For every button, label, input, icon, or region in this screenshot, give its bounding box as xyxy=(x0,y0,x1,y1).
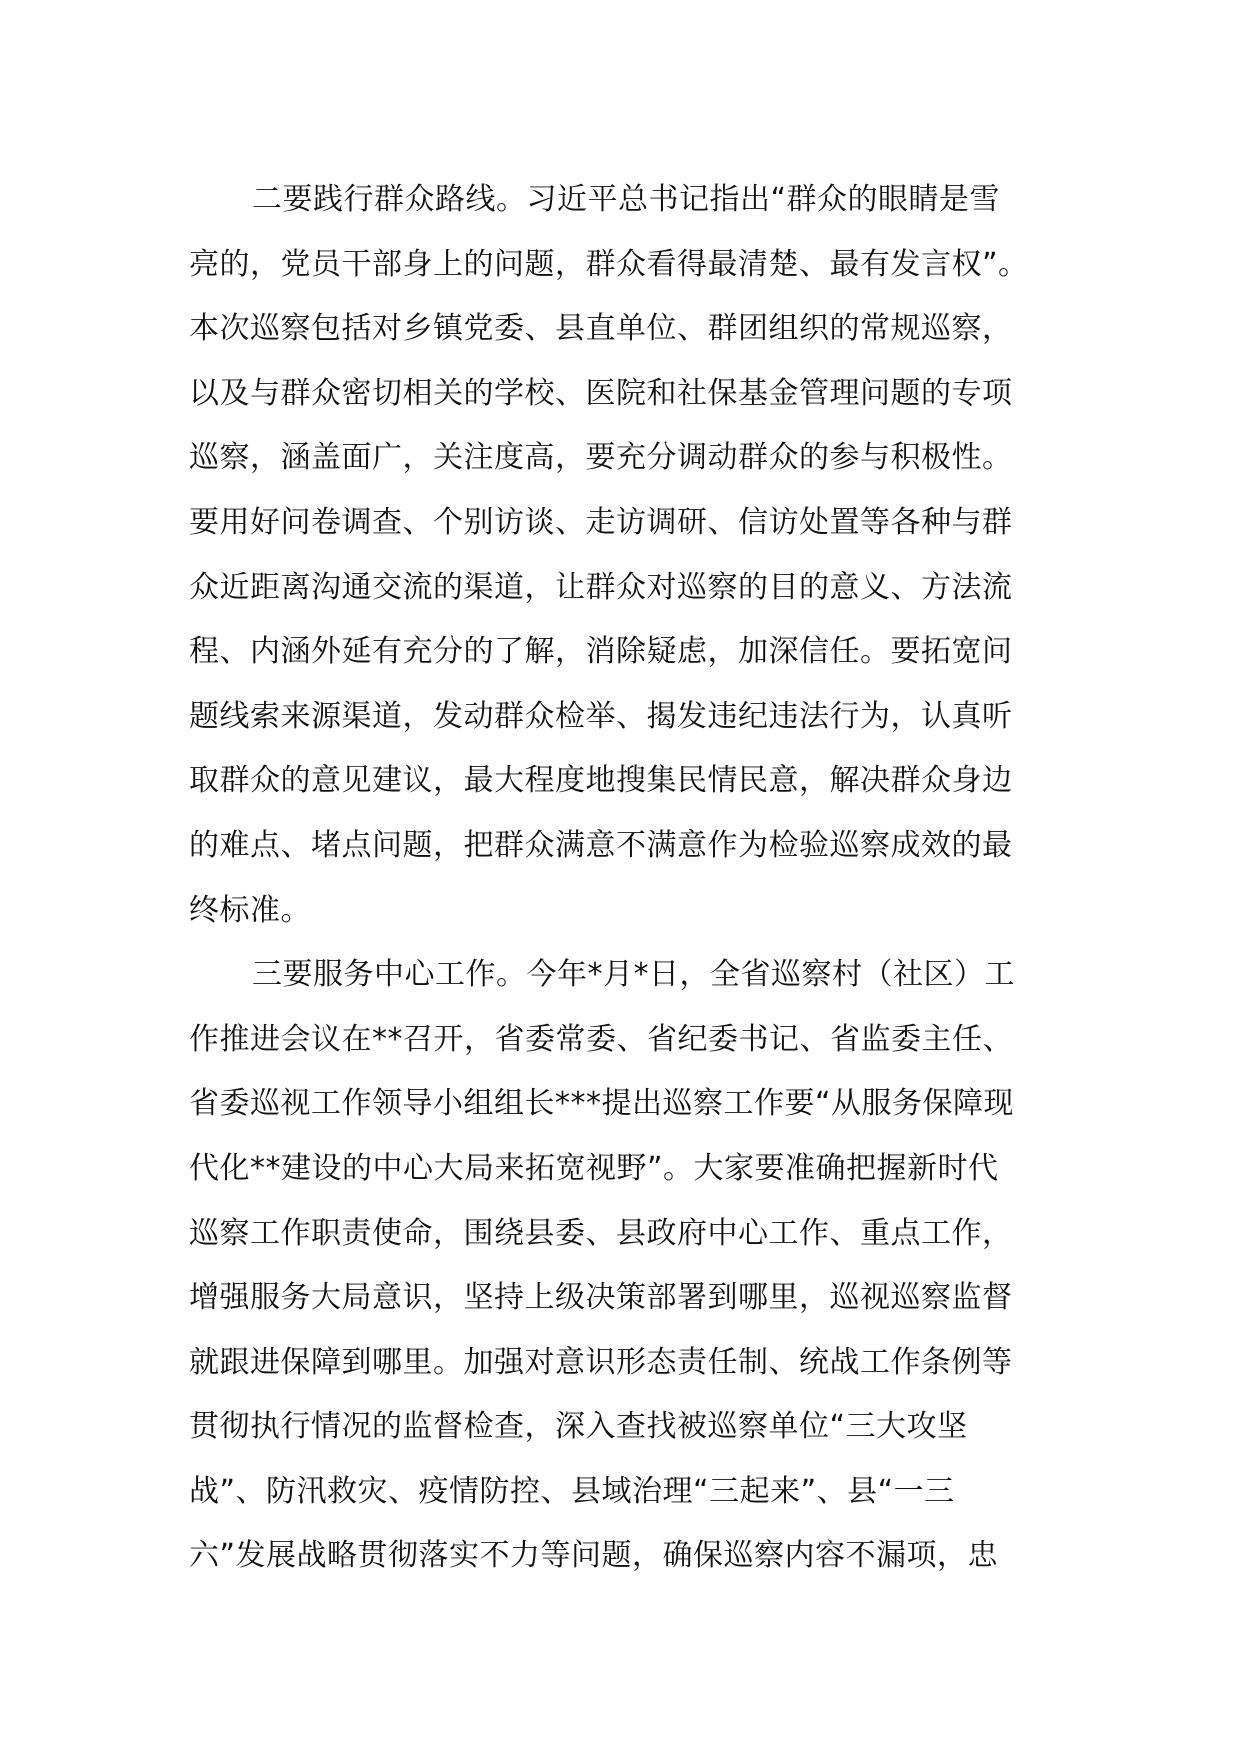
paragraph-serve-center xyxy=(189,943,1059,1589)
text-line: 本次巡察包括对乡镇党委、县直单位、群团组织的常规巡察， xyxy=(189,311,1013,347)
text-line: 取群众的意见建议，最大程度地搜集民情民意，解决群众身边 xyxy=(189,763,1013,799)
text-line: 程、内涵外延有充分的了解，消除疑虑，加深信任。要拓宽问 xyxy=(189,634,1013,670)
text-line: 二要践行群众路线。习近平总书记指出“群众的眼睛是雪 xyxy=(252,182,1001,217)
text-line: 省委巡视工作领导小组组长***提出巡察工作要“从服务保障现 xyxy=(189,1086,1015,1122)
text-line: 终标准。 xyxy=(189,892,311,928)
text-line: 亮的，党员干部身上的问题，群众看得最清楚、最有发言权”。 xyxy=(189,246,1029,282)
text-line: 众近距离沟通交流的渠道，让群众对巡察的目的意义、方法流 xyxy=(189,569,1013,605)
document-body xyxy=(189,168,1059,1589)
text-line: 增强服务大局意识，坚持上级决策部署到哪里，巡视巡察监督 xyxy=(189,1280,1013,1316)
text-line: 巡察工作职责使命，围绕县委、县政府中心工作、重点工作， xyxy=(189,1215,1013,1251)
text-line: 就跟进保障到哪里。加强对意识形态责任制、统战工作条例等 xyxy=(189,1344,1013,1380)
text-line: 六”发展战略贯彻落实不力等问题，确保巡察内容不漏项，忠 xyxy=(189,1538,999,1574)
text-line: 的难点、堵点问题，把群众满意不满意作为检验巡察成效的最 xyxy=(189,827,1013,863)
text-line: 作推进会议在**召开，省委常委、省纪委书记、省监委主任、 xyxy=(189,1021,1013,1057)
paragraph-mass-line xyxy=(189,168,1059,943)
text-line: 巡察，涵盖面广，关注度高，要充分调动群众的参与积极性。 xyxy=(189,440,1013,476)
text-line: 三要服务中心工作。今年*月*日，全省巡察村（社区）工 xyxy=(252,957,1015,993)
text-line: 以及与群众密切相关的学校、医院和社保基金管理问题的专项 xyxy=(189,375,1013,411)
text-line: 要用好问卷调查、个别访谈、走访调研、信访处置等各种与群 xyxy=(189,504,1013,540)
text-line: 贯彻执行情况的监督检查，深入查找被巡察单位“三大攻坚 xyxy=(189,1409,968,1445)
text-line: 战”、防汛救灾、疫情防控、县域治理“三起来”、县“一三 xyxy=(189,1473,955,1509)
text-line: 代化**建设的中心大局来拓宽视野”。大家要准确把握新时代 xyxy=(189,1150,999,1186)
text-line: 题线索来源渠道，发动群众检举、揭发违纪违法行为，认真听 xyxy=(189,698,1013,734)
